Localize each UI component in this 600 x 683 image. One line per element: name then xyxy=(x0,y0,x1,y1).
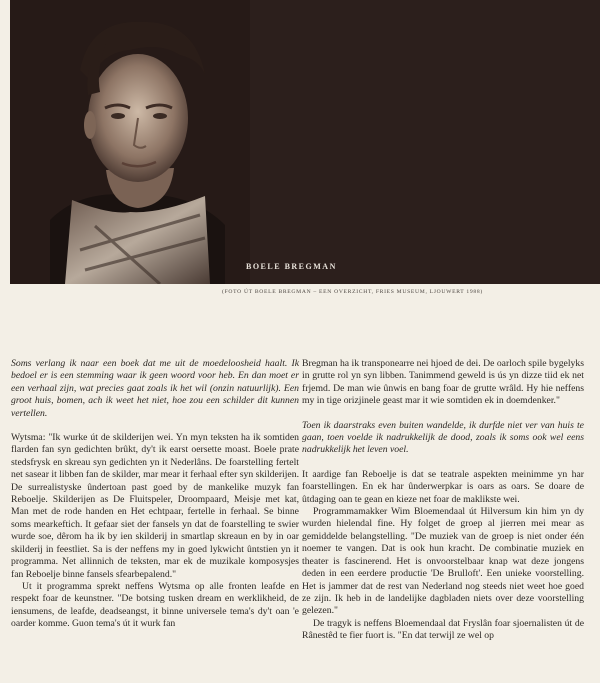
portrait-illustration xyxy=(10,0,250,284)
photo-caption: BOELE BREGMAN xyxy=(246,262,337,271)
paragraph: It aardige fan Reboelje is dat se teatrale aspekten meinimme yn har foarstellingen. En ek har ûnderwerpkar is oars as oars. Se doare de ûtdaging oan te gean en kieze net foar de maklikste wei. xyxy=(302,468,584,505)
right-column xyxy=(302,358,584,643)
photo-credit: (FOTO ÚT BOELE BREGMAN – EEN OVERZICHT, FRIES MUSEUM, LJOUWERT 1988) xyxy=(222,289,483,295)
paragraph: Ut it programma sprekt neffens Wytsma op alle fronten leafde en respekt foar de keunstner. "De botsing tusken dream en werklikheid, de iensumens, de leafde, deadseangst, it binne universele tema's dy't oan 'e oarder komme. Guon tema's út it wurk fan xyxy=(11,580,299,630)
paragraph: Programmamakker Wim Bloemendaal út Hilversum kin him yn dy wurden hielendal fine. Hy folget de groep al jierren mei mear as gemiddelde belangstelling. "De muziek van de groep is niet onder één noemer te vangen. Dat is ook hun kracht. De combinatie muziek en theater is fascinerend. Het is onvoorstelbaar knap wat deze jongens deden in een eerdere productie 'De Brulloft'. Een unieke voorstelling. Het is jammer dat de rest van Nederland nog steeds niet weet hoe goed ze zijn. Ik heb in de landelijke dagbladen niets over deze voorstelling gelezen." xyxy=(302,506,584,617)
left-column xyxy=(11,358,299,631)
paragraph: De tragyk is neffens Bloemendaal dat Fryslân foar sjoernalisten út de Rânestêd te fier fuort is. "En dat terwijl ze wel op xyxy=(302,617,584,642)
paragraph: Bregman ha ik transponearre nei hjoed de dei. De oarloch spile bygelyks in grutte rol yn syn libben. Tanimmend geweld is ús yn dizze tiid ek net frjemd. De man wie ûnwis en bang foar de grutte wrâld. Hy hie neffens my in tige orizjinele geast mar it wie somtiden ek in doemdenker." xyxy=(302,358,584,407)
portrait-photo xyxy=(10,0,600,284)
intro-quote: Soms verlang ik naar een boek dat me uit de moedeloosheid haalt. Ik bedoel er is een stemming waar ik geen woord voor heb. En dan moet er een verhaal zijn, wat precies gaat zoals ik het wil (onzin natuurlijk). Een groot huis, bomen, ach ik weet het niet, hoe zou een schilder dit kunnen vertellen. xyxy=(11,358,299,419)
paragraph: Wytsma: "Ik wurke út de skilderijen wei. Yn myn teksten ha ik somtiden flarden fan syn gedichten brûkt, dy't ik earst oersette moast. Boele prate stedsfrysk en skreau syn gedichten yn it Nederlâns. De foarstelling fertelt net sasear it libben fan de skilder, mar mear it ferhaal efter syn skilderijen. De surrealistyske ûndertoan past goed by de mankelike muzyk fan Reboelje. Skilderijen as De Fluitspeler, Droompaard, Meisje met kat, Man met de rode handen en Het echtpaar, fertelle in ferhaal. Se binne soms mearkeftich. It gefaar siet der fansels yn dat de foarstelling te swier wurde soe, dêrom ha ik by ien skilderij in smartlap skreaun en by in oar skilderij in feestliet. Sa is der neffens my in goed lykwicht ûntstien yn it programma. Net allinnich de teksten, mar ek de muzikale komposysjes fan Reboelje binne fansels sfearbepalend." xyxy=(11,432,299,580)
pull-quote: Toen ik daarstraks even buiten wandelde, ik durfde niet ver van huis te gaan, toen voelde ik nadrukkelijk de dood, zoals ik soms ook wel eens nadrukkelijk het leven voel. xyxy=(302,419,584,456)
